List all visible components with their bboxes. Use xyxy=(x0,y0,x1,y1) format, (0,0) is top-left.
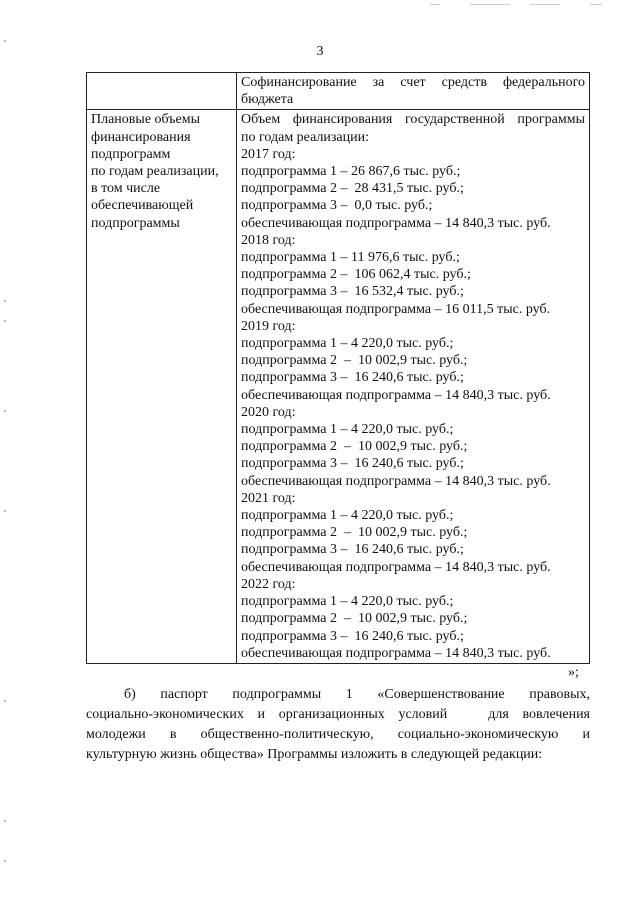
label-line: подпрограмм xyxy=(91,146,171,162)
label-line: финансирования xyxy=(91,129,191,145)
year-heading: 2020 год: xyxy=(241,404,296,420)
label-line: подпрограммы xyxy=(91,215,180,231)
intro-line-2: по годам реализации: xyxy=(241,129,369,145)
financing-item: обеспечивающая подпрограмма – 14 840,3 тыс. руб. xyxy=(241,215,551,231)
financing-item: подпрограмма 3 – 0,0 тыс. руб.; xyxy=(241,198,433,214)
financing-item: подпрограмма 1 – 4 220,0 тыс. руб.; xyxy=(241,508,454,524)
financing-item: подпрограмма 2 – 28 431,5 тыс. руб.; xyxy=(241,181,464,197)
year-heading: 2017 год: xyxy=(241,146,296,162)
year-heading: 2018 год: xyxy=(241,232,296,248)
table-row xyxy=(87,110,590,664)
scan-mark xyxy=(590,4,602,5)
margin-mark xyxy=(4,820,6,822)
financing-item: подпрограмма 2 – 10 002,9 тыс. руб.; xyxy=(241,353,468,369)
financing-item: подпрограмма 2 – 10 002,9 тыс. руб.; xyxy=(241,439,468,455)
financing-item: подпрограмма 1 – 4 220,0 тыс. руб.; xyxy=(241,422,454,438)
financing-item: подпрограмма 1 – 4 220,0 тыс. руб.; xyxy=(241,594,454,610)
scan-mark xyxy=(430,4,440,5)
paragraph-line: социально-экономических и организационных условий для вовлечения xyxy=(86,707,590,722)
closing-quote: »; xyxy=(568,665,579,680)
margin-mark xyxy=(4,410,6,412)
year-heading: 2022 год: xyxy=(241,576,296,592)
intro-line-1: Объем финансирования государственной программы xyxy=(241,112,585,128)
label-line: Плановые объемы xyxy=(91,112,201,128)
financing-item: подпрограмма 1 – 11 976,6 тыс. руб.; xyxy=(241,250,460,266)
table-row xyxy=(87,73,590,110)
margin-mark xyxy=(4,320,6,322)
financing-item: обеспечивающая подпрограмма – 14 840,3 тыс. руб. xyxy=(241,645,551,661)
page-number: 3 xyxy=(316,44,324,59)
paragraph-line: культурную жизнь общества» Программы изложить в следующей редакции: xyxy=(86,747,543,762)
table-cell-cofinancing xyxy=(237,73,590,110)
cofinancing-line: Софинансирование за счет средств федерального xyxy=(241,75,585,90)
financing-item: подпрограмма 1 – 4 220,0 тыс. руб.; xyxy=(241,336,454,352)
margin-mark xyxy=(4,510,6,512)
financing-item: обеспечивающая подпрограмма – 16 011,5 тыс. руб. xyxy=(241,301,551,317)
scan-mark xyxy=(530,4,560,5)
paragraph-line: молодежи в общественно-политическую, социально-экономическую и xyxy=(86,727,590,742)
financing-item: обеспечивающая подпрограмма – 14 840,3 тыс. руб. xyxy=(241,473,551,489)
financing-item: подпрограмма 3 – 16 240,6 тыс. руб.; xyxy=(241,456,464,472)
financing-item: подпрограмма 3 – 16 240,6 тыс. руб.; xyxy=(241,628,464,644)
margin-mark xyxy=(4,40,6,42)
scan-mark xyxy=(470,4,510,5)
year-heading: 2019 год: xyxy=(241,318,296,334)
financing-item: подпрограмма 2 – 106 062,4 тыс. руб.; xyxy=(241,267,471,283)
cofinancing-line: бюджета xyxy=(241,92,294,108)
label-line: в том числе xyxy=(91,181,161,197)
financing-item: подпрограмма 2 – 10 002,9 тыс. руб.; xyxy=(241,611,468,627)
year-heading: 2021 год: xyxy=(241,490,296,506)
financing-item: подпрограмма 3 – 16 532,4 тыс. руб.; xyxy=(241,284,464,300)
financing-item: обеспечивающая подпрограмма – 14 840,3 тыс. руб. xyxy=(241,559,551,575)
label-line: по годам реализации, xyxy=(91,164,219,180)
financing-item: обеспечивающая подпрограмма – 14 840,3 тыс. руб. xyxy=(241,387,551,403)
margin-mark xyxy=(4,860,6,862)
paragraph xyxy=(86,685,590,765)
paragraph-line: б) паспорт подпрограммы 1 «Совершенствование правовых, xyxy=(124,687,590,702)
margin-mark xyxy=(4,700,6,702)
margin-mark xyxy=(4,300,6,302)
financing-item: подпрограмма 3 – 16 240,6 тыс. руб.; xyxy=(241,542,464,558)
label-line: обеспечивающей xyxy=(91,198,194,214)
financing-item: подпрограмма 1 – 26 867,6 тыс. руб.; xyxy=(241,164,461,180)
table-cell-label xyxy=(87,110,237,664)
financing-item: подпрограмма 3 – 16 240,6 тыс. руб.; xyxy=(241,370,464,386)
table-cell-empty xyxy=(87,73,237,110)
table-cell-financing xyxy=(237,110,590,664)
financing-item: подпрограмма 2 – 10 002,9 тыс. руб.; xyxy=(241,525,468,541)
financing-table xyxy=(86,72,590,664)
